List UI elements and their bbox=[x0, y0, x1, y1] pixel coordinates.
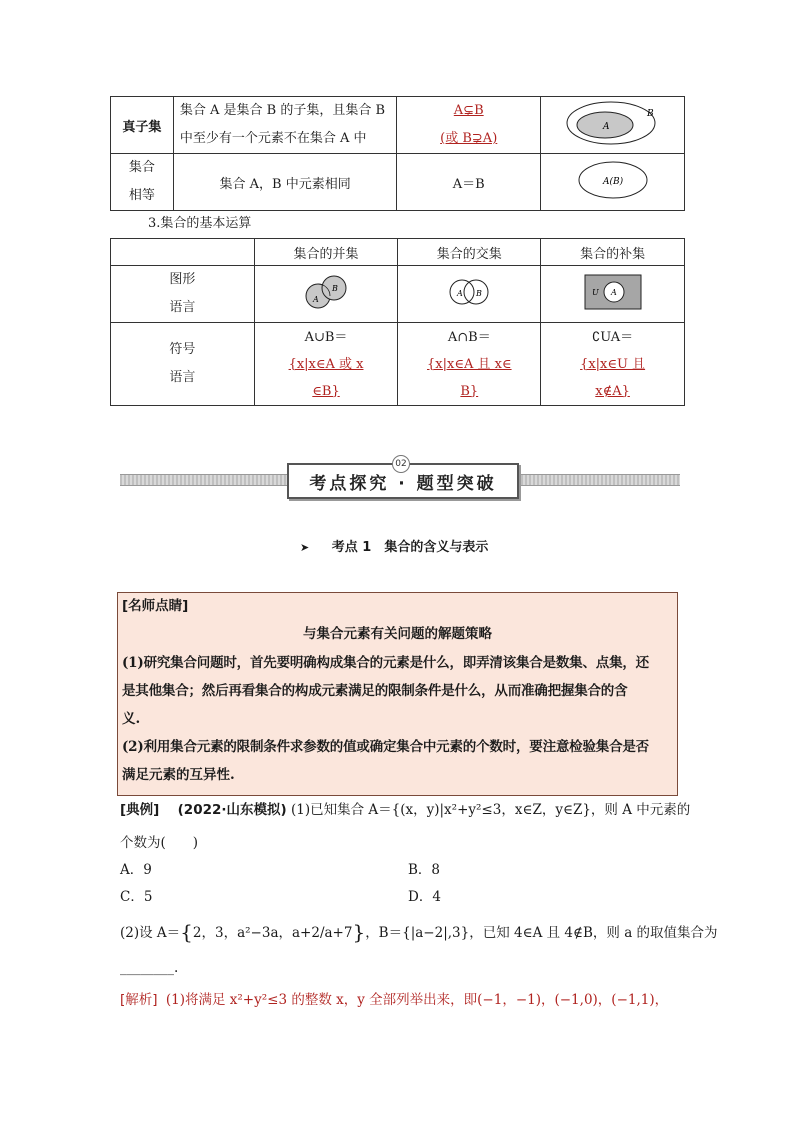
teacher-tip-box bbox=[117, 592, 678, 796]
arrow-icon: ➤ bbox=[300, 541, 310, 554]
equal-venn-cell bbox=[541, 154, 685, 211]
operations-table bbox=[110, 238, 685, 406]
banner-rule-left bbox=[120, 474, 287, 486]
tip-para2-line2: 满足元素的互异性. bbox=[122, 767, 235, 783]
table-row bbox=[111, 266, 685, 323]
table-row bbox=[111, 323, 685, 406]
section-3-title: 3.集合的基本运算 bbox=[148, 216, 252, 231]
option-b: B．8 bbox=[408, 862, 441, 878]
proper-subset-venn bbox=[563, 98, 663, 148]
venn-label-a: A bbox=[457, 289, 464, 298]
equal-notation: A＝B bbox=[397, 154, 541, 211]
equal-venn bbox=[573, 158, 653, 202]
row-label-symbol: 符号 语言 bbox=[111, 323, 255, 406]
venn-label-inner: A bbox=[602, 122, 610, 132]
equal-desc: 集合 A，B 中元素相同 bbox=[173, 154, 397, 211]
table-header-row bbox=[111, 239, 685, 266]
tip-para1-line2: 是其他集合；然后再看集合的构成元素满足的限制条件是什么，从而准确把握集合的含 bbox=[122, 683, 628, 699]
banner-rule-right bbox=[517, 474, 680, 486]
header-complement: 集合的补集 bbox=[541, 239, 685, 266]
option-d: D．4 bbox=[408, 889, 441, 905]
analysis-label: [解析] bbox=[120, 992, 158, 1008]
row-label-graph: 图形 语言 bbox=[111, 266, 255, 323]
set-a-elements: 2，3，a²−3a，a+2/a+7 bbox=[192, 925, 353, 941]
complement-symbol-cell: ∁UA＝ {x|x∈U 且 x∉A} bbox=[541, 323, 685, 406]
header-union: 集合的并集 bbox=[254, 239, 398, 266]
subset-table bbox=[110, 96, 685, 211]
banner-badge: 02 bbox=[392, 455, 410, 473]
header-empty bbox=[111, 239, 255, 266]
tip-para1-line3: 义. bbox=[122, 711, 141, 727]
header-intersection: 集合的交集 bbox=[398, 239, 541, 266]
proper-subset-desc: 集合 A 是集合 B 的子集，且集合 B 中至少有一个元素不在集合 A 中 bbox=[173, 97, 397, 154]
row-header-proper-subset: 真子集 bbox=[111, 97, 174, 154]
proper-subset-venn-cell bbox=[541, 97, 685, 154]
example-source: (2022·山东模拟) bbox=[177, 802, 287, 818]
answer-blank: ________. bbox=[120, 960, 179, 976]
intersect-symbol-cell: A∩B＝ {x|x∈A 且 x∈ B} bbox=[398, 323, 541, 406]
table-row bbox=[111, 154, 685, 211]
venn-label-a: A bbox=[610, 288, 617, 297]
tip-para1-line1: (1)研究集合问题时，首先要明确构成集合的元素是什么，即弄清该集合是数集、点集，还 bbox=[122, 655, 649, 671]
venn-label-u: U bbox=[591, 288, 599, 297]
analysis-line: [解析] (1)将满足 x²+y²≤3 的整数 x，y 全部列举出来，即(−1，−1)，(−1,0)，(−1,1)， bbox=[120, 992, 669, 1008]
example-label: [典例] bbox=[120, 802, 160, 818]
table-row bbox=[111, 97, 685, 154]
union-symbol-cell: A∪B＝ {x|x∈A 或 x ∈B} bbox=[254, 323, 398, 406]
venn-label-outer: B bbox=[646, 109, 654, 119]
proper-subset-notation: A⊊B (或 B⊋A) bbox=[397, 97, 541, 154]
option-c: C．5 bbox=[120, 889, 153, 905]
topic-heading: ➤ 考点 1 集合的含义与表示 bbox=[300, 540, 489, 555]
tip-heading: 与集合元素有关问题的解题策略 bbox=[303, 626, 492, 642]
section-banner: 考点探究 · 题型突破 bbox=[287, 463, 519, 499]
option-a: A．9 bbox=[120, 862, 152, 878]
union-venn bbox=[296, 270, 356, 314]
example-q1-line2: 个数为( ) bbox=[120, 835, 199, 851]
intersect-venn-cell bbox=[398, 266, 541, 323]
complement-venn bbox=[581, 271, 645, 313]
union-venn-cell bbox=[254, 266, 398, 323]
venn-label-a: A bbox=[313, 295, 319, 304]
venn-label-b: B bbox=[476, 289, 483, 298]
example-q1-line1: [典例] (2022·山东模拟) (1)已知集合 A＝{(x，y)|x²+y²≤3，x∈Z，y∈Z}，则 A 中元素的 bbox=[120, 802, 691, 818]
venn-label-equal: A(B) bbox=[602, 177, 623, 187]
tip-label: [名师点睛] bbox=[122, 598, 189, 614]
complement-venn-cell bbox=[541, 266, 685, 323]
tip-para2-line1: (2)利用集合元素的限制条件求参数的值或确定集合中元素的个数时，要注意检验集合是否 bbox=[122, 739, 649, 755]
example-q2-line: (2)设 A＝{2，3，a²−3a，a+2/a+7}，B＝{|a−2|,3}，已知 4∈A 且 4∉B，则 a 的取值集合为 bbox=[120, 920, 718, 944]
venn-label-b: B bbox=[332, 284, 338, 293]
intersection-venn bbox=[439, 272, 499, 312]
row-header-equal: 集合 相等 bbox=[111, 154, 174, 211]
